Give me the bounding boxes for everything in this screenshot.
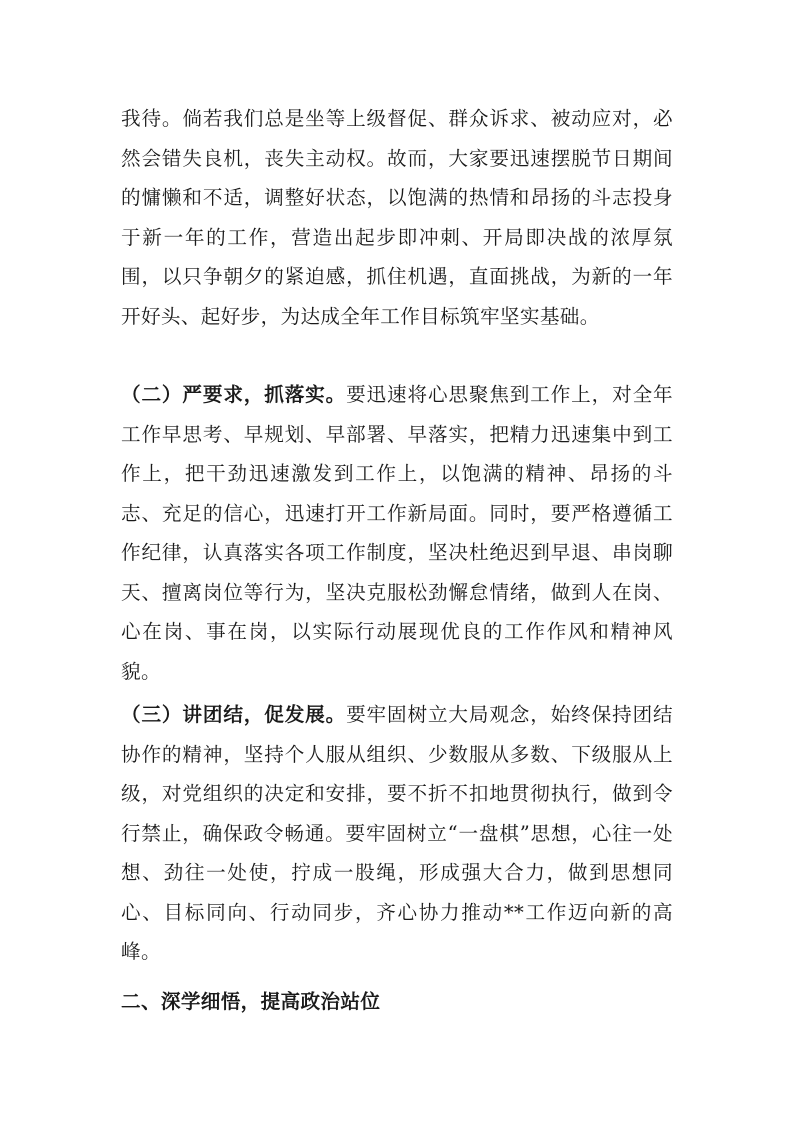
paragraph-unity-development <box>121 695 673 972</box>
paragraph-body: 要迅速将心思聚焦到工作上，对全年工作早思考、早规划、早部署、早落实，把精力迅速集中到工作上，把干劲迅速激发到工作上，以饱满的精神、昂扬的斗志、充足的信心，迅速打开工作新局面。同时，要严格遵循工作纪律，认真落实各项工作制度，坚决杜绝迟到早退、串岗聊天、擅离岗位等行为，坚决克服松劲懈怠情绪，做到人在岗、心在岗、事在岗，以实际行动展现优良的工作作风和精神风貌。 <box>121 383 673 683</box>
paragraph-strict-requirements <box>121 375 673 691</box>
paragraph-lead-heading: （三）讲团结，促发展。 <box>121 703 347 726</box>
paragraph-body: 我待。倘若我们总是坐等上级督促、群众诉求、被动应对，必然会错失良机，丧失主动权。故而，大家要迅速摆脱节日期间的慵懒和不适，调整好状态，以饱满的热情和昂扬的斗志投身于新一年的工作，营造出起步即冲刺、开局即决战的浓厚氛围，以只争朝夕的紧迫感，抓住机遇，直面挑战，为新的一年开好头、起好步，为达成全年工作目标筑牢坚实基础。 <box>121 107 673 328</box>
paragraph-lead-heading: （二）严要求，抓落实。 <box>121 383 347 406</box>
paragraph-continuation <box>121 99 673 336</box>
paragraph-body: 要牢固树立大局观念，始终保持团结协作的精神，坚持个人服从组织、少数服从多数、下级服从上级，对党组织的决定和安排，要不折不扣地贯彻执行，做到令行禁止，确保政令畅通。要牢固树立“一盘棋”思想，心往一处想、劲往一处使，拧成一股绳，形成强大合力，做到思想同心、目标同向、行动同步，齐心协力推动**工作迈向新的高峰。 <box>121 703 673 963</box>
section-heading: 二、深学细悟，提高政治站位 <box>121 990 381 1013</box>
